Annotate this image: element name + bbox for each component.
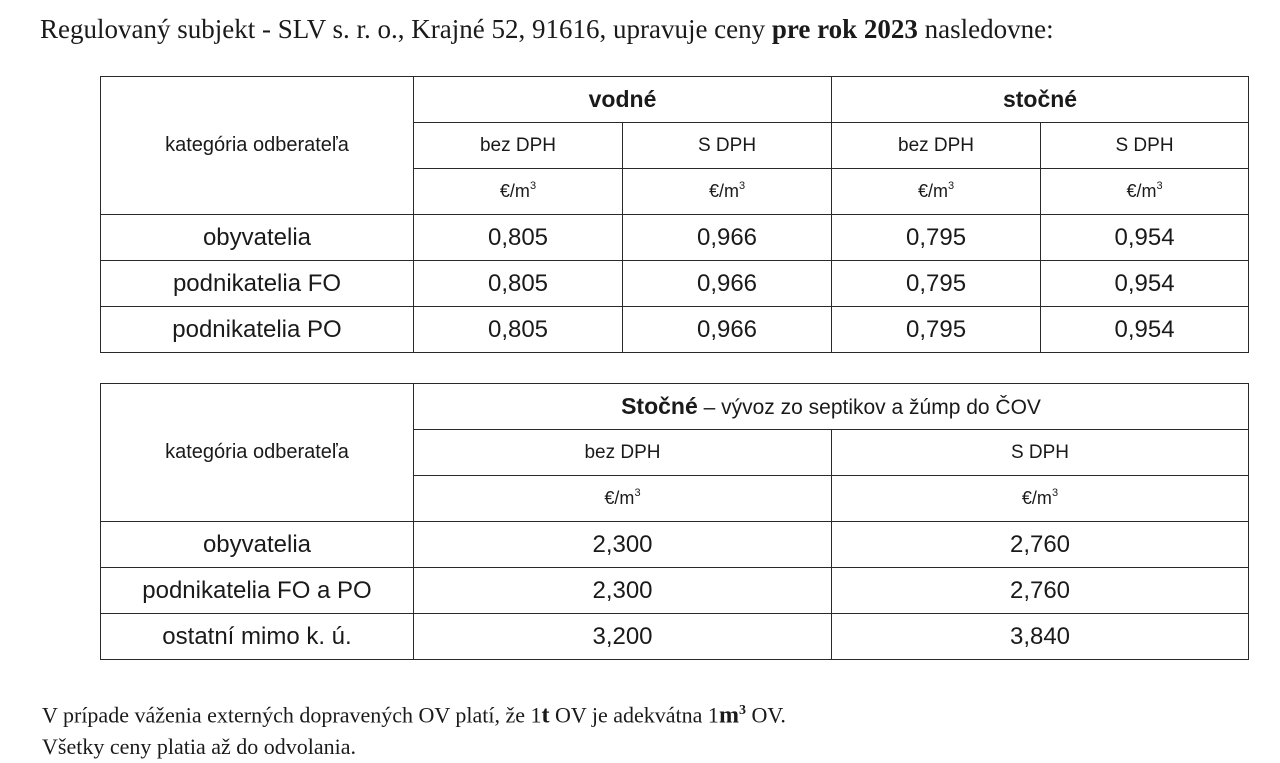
septic-title: Stočné – vývoz zo septikov a žúmp do ČOV bbox=[414, 384, 1249, 430]
subheader-cell: S DPH bbox=[623, 123, 832, 169]
subheader-cell: S DPH bbox=[1041, 123, 1249, 169]
unit-cell: $€/m^3$ bbox=[1041, 169, 1249, 215]
row-label: podnikatelia PO bbox=[101, 307, 414, 353]
category-header: kategória odberateľa bbox=[101, 77, 414, 215]
price-cell: 0,795 bbox=[832, 215, 1041, 261]
price-cell: 2,760 bbox=[832, 522, 1249, 568]
heading-prefix: Regulovaný subjekt - SLV s. r. o., Krajné 52, 91616, upravuje ceny bbox=[40, 14, 772, 44]
unit-cell: $€/m^3$ bbox=[832, 476, 1249, 522]
price-cell: 2,300 bbox=[414, 568, 832, 614]
price-cell: 0,954 bbox=[1041, 307, 1249, 353]
row-label: obyvatelia bbox=[101, 215, 414, 261]
heading-suffix: nasledovne: bbox=[917, 14, 1054, 44]
price-cell: 0,795 bbox=[832, 307, 1041, 353]
table-row bbox=[101, 215, 1249, 261]
subheader-cell: bez DPH bbox=[414, 430, 832, 476]
row-label: ostatní mimo k. ú. bbox=[101, 614, 414, 660]
price-cell: 2,300 bbox=[414, 522, 832, 568]
subheader-cell: bez DPH bbox=[414, 123, 623, 169]
water-sewage-price-table bbox=[100, 76, 1249, 353]
group-header-stocne: stočné bbox=[832, 77, 1249, 123]
subheader-cell: S DPH bbox=[832, 430, 1249, 476]
category-header: kategória odberateľa bbox=[101, 384, 414, 522]
price-cell: 0,805 bbox=[414, 215, 623, 261]
price-cell: 3,200 bbox=[414, 614, 832, 660]
note-weighing: V prípade váženia externých dopravených OV platí, že 1t OV je adekvátna $1m^3$ OV. bbox=[42, 702, 786, 729]
group-header-vodne: vodné bbox=[414, 77, 832, 123]
table-row bbox=[101, 307, 1249, 353]
row-label: podnikatelia FO a PO bbox=[101, 568, 414, 614]
unit-cell: $€/m^3$ bbox=[623, 169, 832, 215]
unit-cell: $€/m^3$ bbox=[414, 476, 832, 522]
unit-cell: $€/m^3$ bbox=[832, 169, 1041, 215]
price-cell: 0,966 bbox=[623, 215, 832, 261]
price-cell: 0,966 bbox=[623, 307, 832, 353]
price-cell: 0,805 bbox=[414, 307, 623, 353]
row-label: obyvatelia bbox=[101, 522, 414, 568]
table-row bbox=[101, 568, 1249, 614]
price-cell: 0,966 bbox=[623, 261, 832, 307]
table-row bbox=[101, 261, 1249, 307]
table-row bbox=[101, 614, 1249, 660]
subheader-cell: bez DPH bbox=[832, 123, 1041, 169]
price-cell: 0,795 bbox=[832, 261, 1041, 307]
row-label: podnikatelia FO bbox=[101, 261, 414, 307]
unit-cell: $€/m^3$ bbox=[414, 169, 623, 215]
price-cell: 0,805 bbox=[414, 261, 623, 307]
price-cell: 0,954 bbox=[1041, 215, 1249, 261]
price-cell: 2,760 bbox=[832, 568, 1249, 614]
table-row bbox=[101, 522, 1249, 568]
price-cell: 0,954 bbox=[1041, 261, 1249, 307]
page-heading bbox=[40, 14, 1054, 45]
footnotes bbox=[42, 695, 786, 763]
heading-year: pre rok 2023 bbox=[771, 14, 918, 44]
price-cell: 3,840 bbox=[832, 614, 1249, 660]
septic-sewage-price-table bbox=[100, 383, 1249, 660]
note-validity: Všetky ceny platia až do odvolania. bbox=[42, 734, 357, 760]
